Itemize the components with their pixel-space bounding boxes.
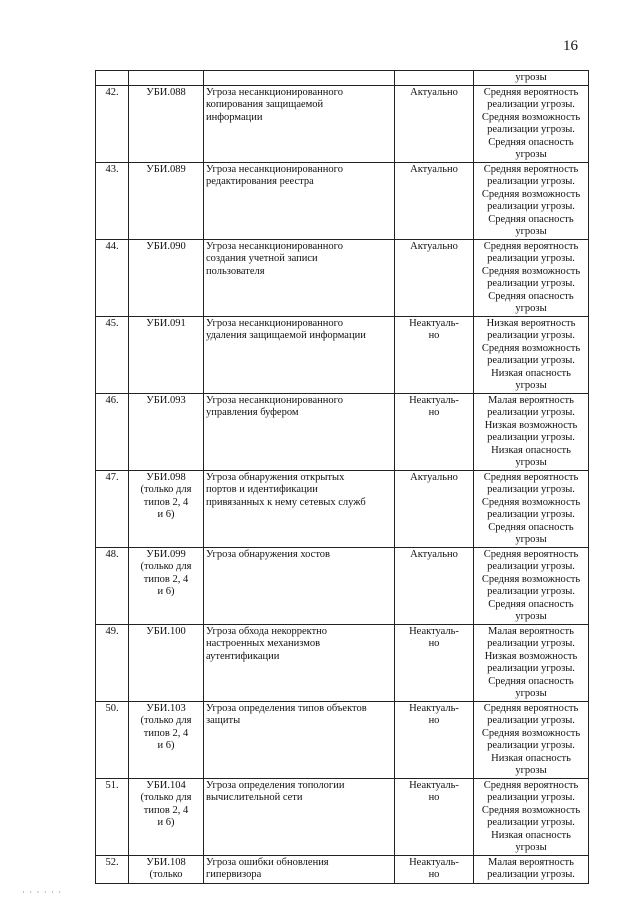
threat-assessment: [474, 162, 589, 239]
row-number: 45.: [96, 316, 129, 393]
row-number: 46.: [96, 393, 129, 470]
threat-assessment-line: реализации угрозы.: [487, 586, 575, 597]
row-number: 48.: [96, 547, 129, 624]
threat-assessment-line: угрозы: [515, 842, 547, 853]
threat-assessment-line: реализации угрозы.: [487, 869, 575, 880]
threat-assessment-line: Средняя возможность: [481, 573, 581, 585]
threat-assessment-line: угрозы: [515, 303, 547, 314]
threat-assessment-line: Средняя вероятность: [483, 86, 579, 98]
threat-id-line: типов 2, 4: [143, 727, 189, 739]
threat-name: [204, 701, 395, 778]
threat-id-line: (только: [149, 869, 183, 880]
threat-assessment-line: Средняя вероятность: [483, 779, 579, 791]
threat-assessment-line: угрозы: [515, 611, 547, 622]
table-row: [96, 85, 589, 162]
threat-assessment-line: реализации угрозы.: [487, 176, 575, 187]
threat-name-line: информации: [206, 111, 263, 123]
table-row: [96, 470, 589, 547]
threat-name-line: привязанных к нему сетевых служб: [206, 496, 366, 508]
row-number: 42.: [96, 85, 129, 162]
threat-id: [129, 162, 204, 239]
table-row: [96, 701, 589, 778]
row-number: 43.: [96, 162, 129, 239]
threat-assessment-line: реализации угрозы.: [487, 278, 575, 289]
threat-relevance-line: Неактуаль-: [409, 779, 459, 791]
table-row: [96, 162, 589, 239]
row-number: 51.: [96, 778, 129, 855]
threat-relevance-line: но: [428, 869, 440, 880]
row-number: 50.: [96, 701, 129, 778]
threat-assessment-line: реализации угрозы.: [487, 509, 575, 520]
row-number: 47.: [96, 470, 129, 547]
threat-name-line: управления буфером: [206, 407, 299, 418]
threat-name-line: редактирования реестра: [206, 176, 314, 187]
threat-id: [129, 855, 204, 883]
threat-relevance: [395, 239, 474, 316]
threat-assessment: [474, 239, 589, 316]
threat-id: [129, 316, 204, 393]
threat-assessment-line: реализации угрозы.: [487, 484, 575, 495]
threat-relevance: [395, 162, 474, 239]
row-number: 52.: [96, 855, 129, 883]
threat-name: [204, 85, 395, 162]
threat-assessment-line: Средняя вероятность: [483, 548, 579, 560]
threat-assessment-line: Низкая опасность: [491, 444, 571, 456]
threat-id-line: УБИ.100: [146, 625, 186, 637]
threat-assessment-line: угрозы: [515, 149, 547, 160]
threat-name: [204, 624, 395, 701]
threat-id-line: УБИ.104: [146, 779, 186, 791]
threat-assessment-line: Средняя вероятность: [483, 240, 579, 252]
threat-id: [129, 701, 204, 778]
row-number: 44.: [96, 239, 129, 316]
threat-assessment-line: реализации угрозы.: [487, 561, 575, 572]
threat-id: [129, 624, 204, 701]
threat-id-line: типов 2, 4: [143, 804, 189, 816]
threat-name-line: Угроза определения топологии: [206, 779, 345, 791]
threat-id-line: и 6): [157, 586, 175, 597]
scan-artifact: · · · · · ·: [22, 887, 63, 897]
threat-name-line: портов и идентификации: [206, 484, 318, 495]
threat-id-line: (только для: [140, 715, 192, 726]
threat-relevance: [395, 470, 474, 547]
threat-assessment: [474, 624, 589, 701]
threat-assessment-line: Низкая возможность: [484, 650, 578, 662]
threat-relevance: [395, 855, 474, 883]
threat-assessment: [474, 470, 589, 547]
threat-relevance-line: Актуально: [410, 240, 458, 252]
table-row: [96, 239, 589, 316]
threat-id: [129, 778, 204, 855]
continuation-row: [96, 71, 589, 86]
threat-id-line: и 6): [157, 817, 175, 828]
threat-id-line: УБИ.091: [146, 317, 186, 329]
table-row: [96, 547, 589, 624]
threat-id: [129, 393, 204, 470]
threat-name-line: вычислительной сети: [206, 792, 303, 803]
threat-id-line: типов 2, 4: [143, 496, 189, 508]
threat-relevance-line: но: [428, 792, 440, 803]
threat-relevance: [395, 624, 474, 701]
threat-assessment-line: Малая вероятность: [488, 856, 574, 868]
threat-id: [129, 239, 204, 316]
threat-assessment-line: Низкая опасность: [491, 829, 571, 841]
threat-assessment-line: угрозы: [515, 534, 547, 545]
threat-assessment: [474, 547, 589, 624]
threat-relevance: [395, 316, 474, 393]
threat-relevance: [395, 85, 474, 162]
threat-assessment-line: Средняя опасность: [488, 598, 574, 610]
threat-assessment-line: реализации угрозы.: [487, 124, 575, 135]
threat-assessment-line: угрозы: [515, 765, 547, 776]
threat-assessment-line: реализации угрозы.: [487, 817, 575, 828]
threat-relevance-line: но: [428, 638, 440, 649]
threat-id-line: и 6): [157, 740, 175, 751]
table-row: [96, 393, 589, 470]
threat-id-line: УБИ.103: [146, 702, 186, 714]
threat-assessment-line: реализации угрозы.: [487, 253, 575, 264]
threat-assessment-line: реализации угрозы.: [487, 663, 575, 674]
threat-name-line: пользователя: [206, 265, 265, 277]
threat-assessment-line: Средняя возможность: [481, 111, 581, 123]
threat-assessment-line: реализации угрозы.: [487, 638, 575, 649]
threat-assessment-line: Средняя возможность: [481, 496, 581, 508]
threat-id-line: УБИ.093: [146, 394, 186, 406]
threat-assessment-line: Средняя вероятность: [483, 163, 579, 175]
threat-assessment-line: Средняя возможность: [481, 804, 581, 816]
threat-id-line: (только для: [140, 792, 192, 803]
threat-assessment-line: реализации угрозы.: [487, 792, 575, 803]
threat-assessment-line: Средняя опасность: [488, 213, 574, 225]
threat-assessment-line: Средняя возможность: [481, 342, 581, 354]
threat-name-line: создания учетной записи: [206, 253, 318, 264]
threat-relevance-line: но: [428, 330, 440, 341]
threat-assessment-line: реализации угрозы.: [487, 355, 575, 366]
threat-relevance: [395, 778, 474, 855]
threat-assessment-line: Средняя вероятность: [483, 471, 579, 483]
threat-name-line: аутентификации: [206, 650, 280, 662]
threat-assessment-line: Низкая возможность: [484, 419, 578, 431]
threat-assessment-line: реализации угрозы.: [487, 330, 575, 341]
threat-name-line: Угроза ошибки обновления: [206, 856, 329, 868]
threat-assessment-line: реализации угрозы.: [487, 740, 575, 751]
threat-name: [204, 393, 395, 470]
threat-relevance: [395, 547, 474, 624]
threat-id: [129, 85, 204, 162]
threat-relevance-line: Неактуаль-: [409, 625, 459, 637]
table-row: [96, 316, 589, 393]
threat-id-line: (только для: [140, 561, 192, 572]
threat-name: [204, 470, 395, 547]
threats-table: [95, 70, 589, 884]
threat-assessment-line: реализации угрозы.: [487, 407, 575, 418]
threat-assessment-line: Средняя возможность: [481, 265, 581, 277]
threat-name-line: удаления защищаемой информации: [206, 330, 366, 341]
threat-assessment-line: реализации угрозы.: [487, 201, 575, 212]
threat-id-line: (только для: [140, 484, 192, 495]
threat-assessment-line: реализации угрозы.: [487, 99, 575, 110]
threat-name-line: Угроза обнаружения хостов: [206, 548, 330, 560]
threat-assessment-line: угрозы: [515, 457, 547, 468]
threat-name-line: Угроза несанкционированного: [206, 317, 343, 329]
threat-name-line: защиты: [206, 715, 241, 726]
threat-relevance-line: но: [428, 407, 440, 418]
threat-name: [204, 547, 395, 624]
threat-name: [204, 855, 395, 883]
threat-assessment-line: реализации угрозы.: [487, 715, 575, 726]
table-row: [96, 778, 589, 855]
threat-relevance: [395, 701, 474, 778]
threat-assessment-line: Средняя вероятность: [483, 702, 579, 714]
threat-assessment-line: Низкая опасность: [491, 367, 571, 379]
threat-relevance-line: Актуально: [410, 548, 458, 560]
threat-assessment-line: реализации угрозы.: [487, 432, 575, 443]
threat-relevance-line: Неактуаль-: [409, 317, 459, 329]
threat-relevance-line: но: [428, 715, 440, 726]
threat-name-line: Угроза несанкционированного: [206, 163, 343, 175]
threat-name-line: Угроза несанкционированного: [206, 86, 343, 98]
threat-name-line: настроенных механизмов: [206, 638, 321, 649]
threat-id-line: типов 2, 4: [143, 573, 189, 585]
threat-id: [129, 470, 204, 547]
threat-relevance-line: Актуально: [410, 471, 458, 483]
threat-relevance-line: Актуально: [410, 86, 458, 98]
threat-assessment-line: угрозы: [515, 380, 547, 391]
threat-id: [129, 547, 204, 624]
threat-name: [204, 316, 395, 393]
threat-relevance: [395, 393, 474, 470]
threat-assessment: [474, 316, 589, 393]
threat-relevance-line: Неактуаль-: [409, 856, 459, 868]
threat-assessment-line: угрозы: [515, 688, 547, 699]
threat-assessment-line: Малая вероятность: [488, 394, 574, 406]
threat-name-line: Угроза несанкционированного: [206, 240, 343, 252]
threat-id-line: УБИ.089: [146, 163, 186, 175]
threat-name: [204, 239, 395, 316]
table-row: [96, 855, 589, 883]
threat-assessment: [474, 855, 589, 883]
threat-id-line: УБИ.090: [146, 240, 186, 252]
threat-id-line: УБИ.099: [146, 548, 186, 560]
threat-name: [204, 162, 395, 239]
threat-assessment-line: Средняя опасность: [488, 521, 574, 533]
threat-assessment-line: Средняя опасность: [488, 675, 574, 687]
threat-name-line: Угроза обнаружения открытых: [206, 471, 345, 483]
threat-assessment-line: Низкая опасность: [491, 752, 571, 764]
threat-assessment-line: Средняя опасность: [488, 136, 574, 148]
threat-assessment-line: Малая вероятность: [488, 625, 574, 637]
continuation-cell: угрозы: [474, 71, 589, 86]
threat-name-line: Угроза несанкционированного: [206, 394, 343, 406]
threat-name-line: Угроза определения типов объектов: [206, 702, 367, 714]
threat-id-line: УБИ.088: [146, 86, 186, 98]
threat-id-line: УБИ.108: [146, 856, 186, 868]
table-row: [96, 624, 589, 701]
threat-name: [204, 778, 395, 855]
threat-id-line: и 6): [157, 509, 175, 520]
threat-assessment-line: Средняя возможность: [481, 188, 581, 200]
threat-name-line: копирования защищаемой: [206, 99, 324, 110]
threat-name-line: гипервизора: [206, 869, 262, 880]
threat-relevance-line: Актуально: [410, 163, 458, 175]
threat-id-line: УБИ.098: [146, 471, 186, 483]
threat-assessment-line: Средняя опасность: [488, 290, 574, 302]
threat-name-line: Угроза обхода некорректно: [206, 625, 328, 637]
threat-assessment-line: Низкая вероятность: [486, 317, 576, 329]
threat-relevance-line: Неактуаль-: [409, 394, 459, 406]
threat-assessment: [474, 85, 589, 162]
threat-assessment-line: угрозы: [515, 226, 547, 237]
row-number: 49.: [96, 624, 129, 701]
threat-assessment: [474, 701, 589, 778]
threat-relevance-line: Неактуаль-: [409, 702, 459, 714]
threat-assessment-line: Средняя возможность: [481, 727, 581, 739]
page-number: 16: [563, 38, 578, 54]
threat-assessment: [474, 393, 589, 470]
threat-assessment: [474, 778, 589, 855]
